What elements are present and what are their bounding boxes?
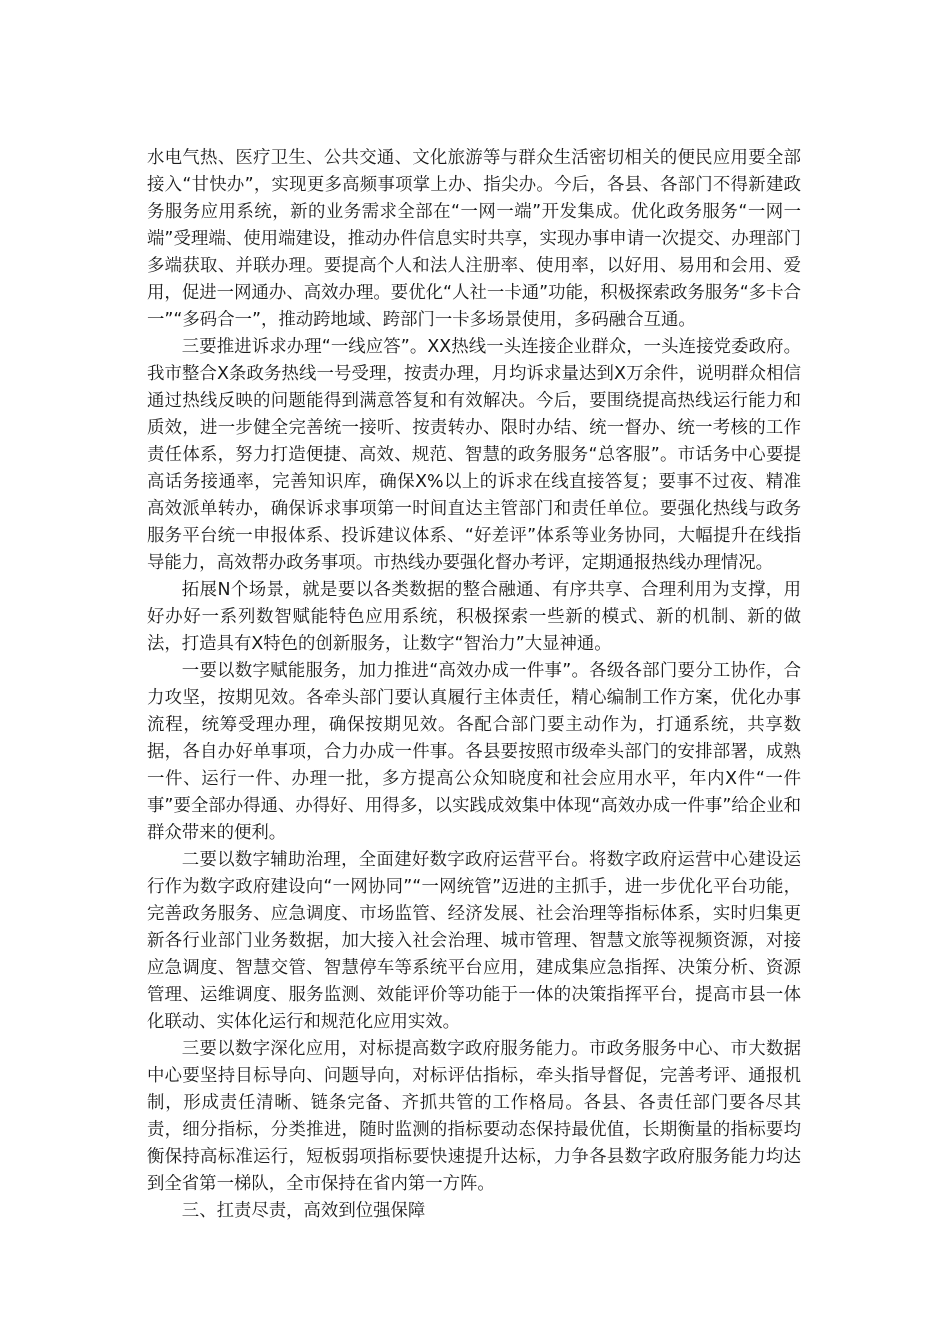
paragraph-3: 拓展N个场景，就是要以各类数据的整合融通、有序共享、合理利用为支撑，用好办好一系列数智赋能特色应用系统，积极探索一些新的模式、新的机制、新的做法，打造具有X特色的创新服务，让数字“智治力”大显神通。 xyxy=(147,580,801,654)
section-heading: 三、扛责尽责，高效到位强保障 xyxy=(181,1201,426,1221)
paragraph-5: 二要以数字辅助治理，全面建好数字政府运营平台。将数字政府运营中心建设运行作为数字政府建设向“一网协同”“一网统管”迈进的主抓手，进一步优化平台功能，完善政务服务、应急调度、市场监管、经济发展、社会治理等指标体系，实时归集更新各行业部门业务数据，加大接入社会治理、城市管理、智慧文旅等视频资源，对接应急调度、智慧交管、智慧停车等系统平台应用，建成集应急指挥、决策分析、资源管理、运维调度、服务监测、效能评价等功能于一体的决策指挥平台，提高市县一体化联动、实体化运行和规范化应用实效。 xyxy=(147,850,801,1032)
paragraph-4: 一要以数字赋能服务，加力推进“高效办成一件事”。各级各部门要分工协作，合力攻坚，按期见效。各牵头部门要认真履行主体责任，精心编制工作方案，优化办事流程，统筹受理办理，确保按期见效。各配合部门要主动作为，打通系统，共享数据，各自办好单事项，合力办成一件事。各县要按照市级牵头部门的安排部署，成熟一件、运行一件、办理一批，多方提高公众知晓度和社会应用水平，年内X件“一件事”要全部办得通、办得好、用得多，以实践成效集中体现“高效办成一件事”给企业和群众带来的便利。 xyxy=(147,661,801,843)
document-body xyxy=(147,145,801,1225)
paragraph-1: 水电气热、医疗卫生、公共交通、文化旅游等与群众生活密切相关的便民应用要全部接入“甘快办”，实现更多高频事项掌上办、指尖办。今后，各县、各部门不得新建政务服务应用系统，新的业务需求全部在“一网一端”开发集成。优化政务服务“一网一端”受理端、使用端建设，推动办件信息实时共享，实现办事申请一次提交、办理部门多端获取、并联办理。要提高个人和法人注册率、使用率，以好用、易用和会用、爱用，促进一网通办、高效办理。要优化“人社一卡通”功能，积极探索政务服务“多卡合一”“多码合一”，推动跨地域、跨部门一卡多场景使用，多码融合互通。 xyxy=(147,148,801,330)
paragraph-2: 三要推进诉求办理“一线应答”。XX热线一头连接企业群众，一头连接党委政府。我市整合X条政务热线一号受理，按责办理，月均诉求量达到X万余件，说明群众相信通过热线反映的问题能得到满意答复和有效解决。今后，要围绕提高热线运行能力和质效，进一步健全完善统一接听、按责转办、限时办结、统一督办、统一考核的工作责任体系，努力打造便捷、高效、规范、智慧的政务服务“总客服”。市话务中心要提高话务接通率，完善知识库，确保X%以上的诉求在线直接答复；要事不过夜、精准高效派单转办，确保诉求事项第一时间直达主管部门和责任单位。要强化热线与政务服务平台统一申报体系、投诉建议体系、“好差评”体系等业务协同，大幅提升在线指导能力，高效帮办政务事项。市热线办要强化督办考评，定期通报热线办理情况。 xyxy=(147,337,801,573)
paragraph-6: 三要以数字深化应用，对标提高数字政府服务能力。市政务服务中心、市大数据中心要坚持目标导向、问题导向，对标评估指标，牵头指导督促，完善考评、通报机制，形成责任清晰、链条完备、齐抓共管的工作格局。各县、各责任部门要各尽其责，细分指标，分类推进，随时监测的指标要动态保持最优值，长期衡量的指标要均衡保持高标准运行，短板弱项指标要快速提升达标，力争各县数字政府服务能力均达到全省第一梯队，全市保持在省内第一方阵。 xyxy=(147,1039,801,1194)
